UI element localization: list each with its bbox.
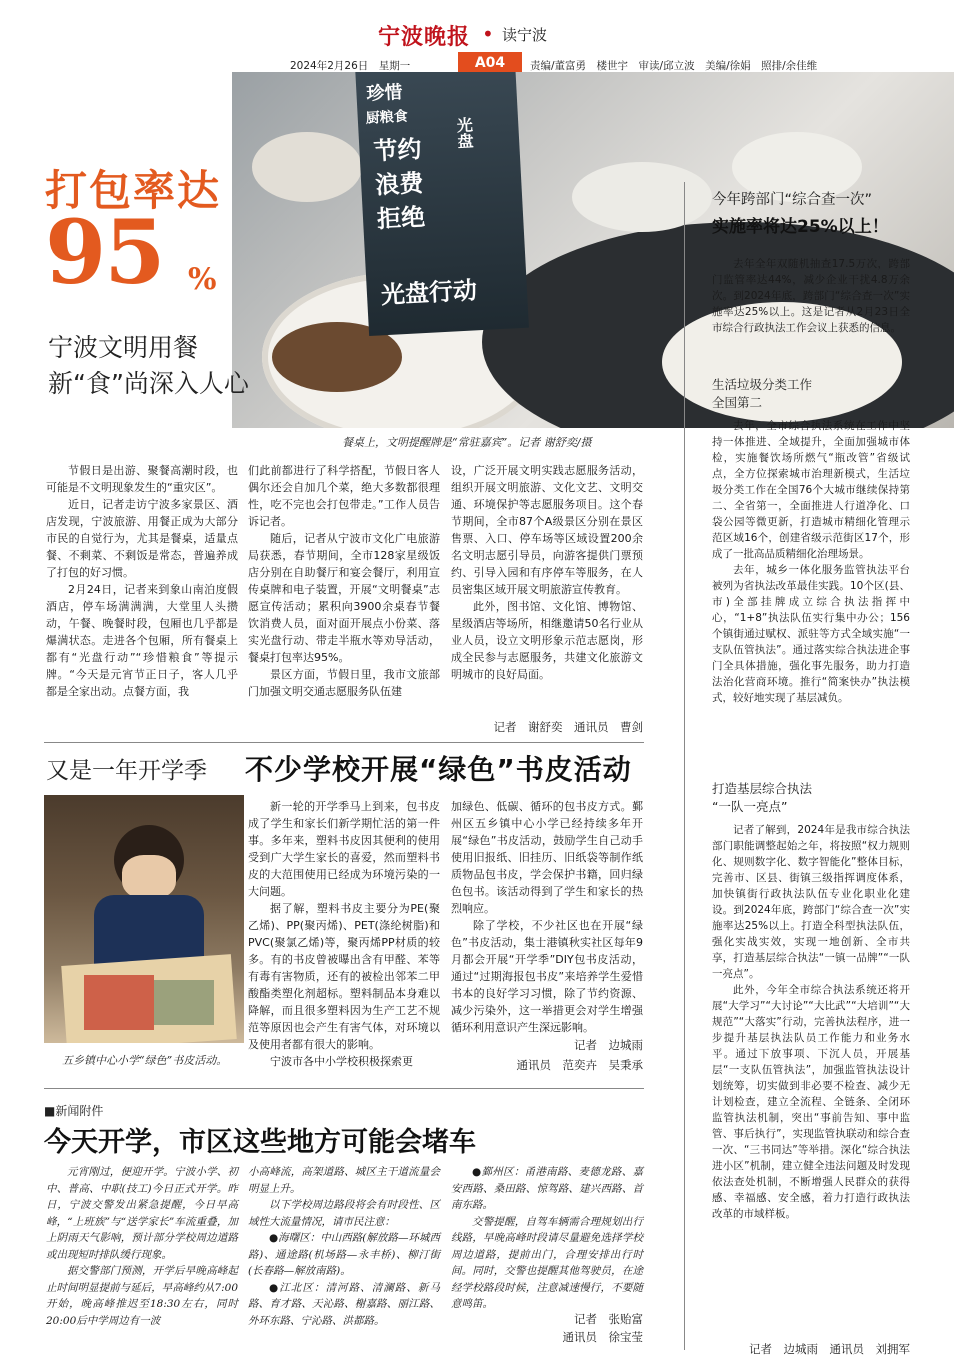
headline-prefix: 打包率达 [45,166,222,215]
paragraph: 去年全年双随机抽查17.5万次，跨部门监管率达44%，减少企业干扰4.8万余次。到2024年底，跨部门“综合查一次”实施率达25%以上。这是记者从2月23日全市综合行政执法工作会议上获悉的信息。 [712,258,910,334]
paragraph: 2月24日，记者来到象山南泊度假酒店，停车场满满满，大堂里人头攒动，午餐、晚餐时段，包厢也几乎都是爆满状态。走进各个包厢，所有餐桌上都有“光盘行动”“珍惜粮食”等提示牌。“今天是元宵节正日子，客人几乎都是全家出动。点餐方面，我 [46,583,238,698]
masthead-logo: 宁波晚报 [378,24,471,50]
section-divider [44,1088,644,1089]
right-byline: 记者 边城雨 通讯员 刘拥军 [749,1342,910,1356]
traffic-byline-reporter: 记者 张贻富 [574,1312,643,1326]
paragraph: 据交警部门预测，开学后早晚高峰起止时间明显提前与延后，早高峰约从7:00开始，晚高峰推迟至18:30左右，同时20:00后中学周边有一波 [46,1265,238,1327]
hero-body-column-2 [248,462,440,700]
paragraph: 随后，记者从宁波市文化广电旅游局获悉，春节期间，全市128家星级饭店分别在自助餐厅和宴会餐厅，利用宣传桌牌和电子装置，开展“文明餐桌”志愿宣传活动；累积向3900余桌春节餐饮消费人员，面对面开展点小份菜、落实光盘行动、带走半瓶水等劝导活动，餐桌打包率达95%。 [248,532,440,664]
right-kicker: 今年跨部门“综合查一次” [712,192,873,208]
issue-date: 2024年2月26日 星期一 [290,60,411,72]
headline-percent-sign: % [188,262,217,297]
school-byline-correspondent: 通讯员 范奕卉 吴秉承 [516,1058,643,1072]
hero-photo [232,72,954,428]
headline-number: 95 [45,200,164,304]
hero-body-column-1 [46,462,238,700]
paragraph: 交警提醒，自驾车辆需合理规划出行线路，早晚高峰时段请尽量避免选择学校周边道路，提前出门，合理安排出行时间。同时，交警也提醒其他驾驶员，在途经学校路段时候，注意减速慢行，不要随意鸣笛。 [451,1215,643,1310]
paragraph: 此外，今年全市综合执法系统还将开展“大学习”“大讨论”“大比武”“大培训”“大规范”“大落实”行动，完善执法程序，进一步提升基层执法队员工作能力和业务水平。通过下放事项、下沉人员，开展基层“一支队伍管执法”，加强监管执法设计划统筹，切实做到非必要不检查、减少无计划检查，建立全流程、全链条、全闭环监管执法机制，突出“事前告知、事中监管、事后执行”，实现监管执联动和综合查一次、“三书同达”等举措。深化“综合执法进小区”机制，建立健全违法问题及时发现依法查处机制，不断增强人民群众的获得感、幸福感、安全感，着力打造行政执法改革的市域样板。 [712,984,910,1220]
school-photo [44,795,244,1043]
hero-body-column-3 [451,462,643,683]
school-body-column-2 [451,798,643,1036]
traffic-body-column-3 [451,1164,643,1313]
paragraph: 元宵刚过，便迎开学。宁波小学、初中、普高、中职(技工)今日正式开学。昨日，宁波交警发出紧急提醒，今日早高峰，“上班族”与“送学家长”车流重叠，加上阴雨天气影响，预计部分学校周边道路或出现短时排队缓行现象。 [46,1166,238,1261]
traffic-byline-correspondent: 通讯员 徐宝莹 [562,1330,643,1344]
right-section-1 [712,418,910,706]
paragraph: 除了学校，不少社区也在开展“绿色”书皮活动，集士港镇秋实社区每年9月都会开展“开学季”DIY包书皮活动，通过“过期海报包书皮”来培养学生爱惜书本的良好学习习惯，除了节约资源、减少污染外，这一举措更会对学生增强循环利用意识产生深远影响。 [451,919,643,1034]
paragraph: ●鄞州区：甬港南路、麦德龙路、嘉安西路、桑田路、惊驾路、建兴西路、首南东路。 [451,1166,643,1211]
paragraph: ●江北区：清河路、清澜路、新马路、育才路、天沁路、榭嘉路、丽江路、外环东路、宁沁路、洪都路。 [248,1281,440,1327]
masthead-dot: • [482,22,494,46]
traffic-body-column-1 [46,1164,238,1329]
paragraph: 近日，记者走访宁波多家景区、酒店发现，宁波旅游、用餐正成为大部分市民的自觉行为，尤其是餐桌，适量点餐、不剩菜、不剩饭是常态，普遍养成了打包的好习惯。 [46,498,238,579]
right-subhead-1b: 全国第二 [712,395,763,410]
subheadline-line-2: 新“食”尚深入人心 [48,369,249,398]
school-kicker: 又是一年开学季 [46,758,207,784]
section-name: 读宁波 [502,26,548,44]
paragraph: 据了解，塑料书皮主要分为PE(聚乙烯)、PP(聚丙烯)、PET(涤纶树脂)和PVC(聚氯乙烯)等，聚丙烯PP材质的较多。有的书皮曾被曝出含有甲醛、苯等有毒有害物质，还有的被检出邻苯二甲酸酯类塑化剂超标。塑料制品本身难以降解，而且很多塑料因为生产工艺不规范等原因也会产生有害气体，对环境以及使用者都有很大的影响。 [248,902,440,1051]
paragraph: 设，广泛开展文明实践志愿服务活动，组织开展文明旅游、文化文艺、文明交通、环境保护等志愿服务项目。这个春节期间，全市87个A级景区分别在景区售票、入口、停车场等区域设置200余名文明志愿引导员，向游客提供门票预约、引导入园和有序停车等服务，在人员密集区域开展文明旅游宣传教育。 [451,464,643,596]
paragraph: 们此前都进行了科学搭配，节假日客人偶尔还会自加几个菜，绝大多数都很理性，吃不完也会打包带走。”工作人员告诉记者。 [248,464,440,528]
right-subhead-1a: 生活垃圾分类工作 [712,377,813,392]
paragraph: 去年，全市综合执法系统在工作中坚持一体推进、全域提升，全面加强城市体检，实施餐饮场所燃气“瓶改管”省级试点，全方位探索城市治理新模式，生活垃圾分类工作在全国76个大城市继续保持第二、全省第一，全面推进人行道净化、口袋公园等微更新，打造城市精细化管理示范区域16个，创建省级示范街区17个，形成了一批高品质精细化治理场景。 [712,420,910,560]
paragraph: ●海曙区：中山西路(解放路—环城西路)、通途路(机场路—永丰桥)、柳汀街(长春路—解放南路)。 [248,1232,440,1277]
section-divider [44,742,644,743]
paragraph: 加绿色、低碳、循环的包书皮方式。鄞州区五乡镇中心小学已经持续多年开展“绿色”书皮活动，鼓励学生自己动手使用旧报纸、旧挂历、旧纸袋等制作纸质物品包书皮，学会保护书籍，回归绿色包书。该活动得到了学生和家长的热烈响应。 [451,800,643,915]
paragraph: 景区方面，节假日里，我市文旅部门加强文明交通志愿服务队伍建 [248,668,440,698]
page-number-badge: A04 [458,52,522,74]
school-photo-caption: 五乡镇中心小学“绿色”书皮活动。 [62,1054,228,1067]
right-section-2 [712,822,910,1222]
hero-byline: 记者 谢舒奕 通讯员 曹剑 [493,720,643,734]
traffic-headline: 今天开学，市区这些地方可能会堵车 [44,1127,476,1158]
paragraph: 小高峰流，高架道路、城区主干道流量会明显上升。 [248,1166,440,1195]
school-byline-reporter: 记者 边城雨 [574,1038,643,1052]
column-divider [684,182,685,1350]
right-headline: 实施率将达25%以上！ [712,217,889,237]
paragraph: 以下学校周边路段将会有时段性、区域性大流量情况，请市民注意： [248,1199,440,1228]
clean-plate-sign: 珍惜 厨粮食 节约 光盘 浪费 拒绝 光盘行动 [355,72,529,336]
paragraph: 记者了解到，2024年是我市综合执法部门职能调整起始之年，将按照“权力规则化、规则数字化、数字智能化”整体目标，完善市、区县、街镇三级指挥调度体系，加快镇街行政执法队伍专业化职业化建设。到2024年底，跨部门“综合查一次”实施率达25%以上。打造全科型执法队伍，强化实战实效，实现一地创新、全市共享，打造基层综合执法“一镇一品牌”“一队一亮点”。 [712,824,910,980]
school-headline: 不少学校开展“绿色”书皮活动 [245,753,632,786]
paragraph: 此外，图书馆、文化馆、博物馆、星级酒店等场所，相继邀请50名行业从业人员，设立文明形象示范志愿岗，形成全民参与志愿服务，共建文化旅游文明城市的良好局面。 [451,600,643,681]
paragraph: 宁波市各中小学校积极探索更 [270,1055,413,1068]
subheadline-line-1: 宁波文明用餐 [48,333,199,362]
right-intro [712,256,910,336]
paragraph: 节假日是出游、聚餐高潮时段，也可能是不文明现象发生的“重灾区”。 [46,464,238,494]
school-body-column-1 [248,798,440,1070]
paragraph: 去年，城乡一体化服务监管执法平台被列为省执法改革最佳实践。10个区(县、市)全部挂牌成立综合执法指挥中心，“1+8”执法队伍实行集中办公；156个镇街通过赋权、派驻等方式全域实施“一支队伍管执法”。通过落实综合执法进企事门全具体措施，强化事先服务，助力打造法治化营商环境。推行“简案快办”执法模式，较好地实现了基层减负。 [712,564,910,704]
news-appendix-label: ■新闻附件 [44,1104,104,1118]
right-subhead-2b: “一队一亮点” [712,799,788,814]
editor-credits: 责编/董富勇 楼世宇 审读/邱立波 美编/徐娟 照排/余佳维 [530,60,818,72]
right-subhead-2a: 打造基层综合执法 [712,781,813,796]
paragraph: 新一轮的开学季马上到来，包书皮成了学生和家长们新学期忙活的第一件事。多年来，塑料书皮因其便利的使用受到广大学生家长的喜爱，然而塑料书皮的大范围使用已经成为环境污染的一大问题。 [248,800,440,898]
hero-photo-caption: 餐桌上，文明提醒牌是“常驻嘉宾”。记者 谢舒奕/摄 [342,436,592,449]
traffic-body-column-2 [248,1164,440,1329]
